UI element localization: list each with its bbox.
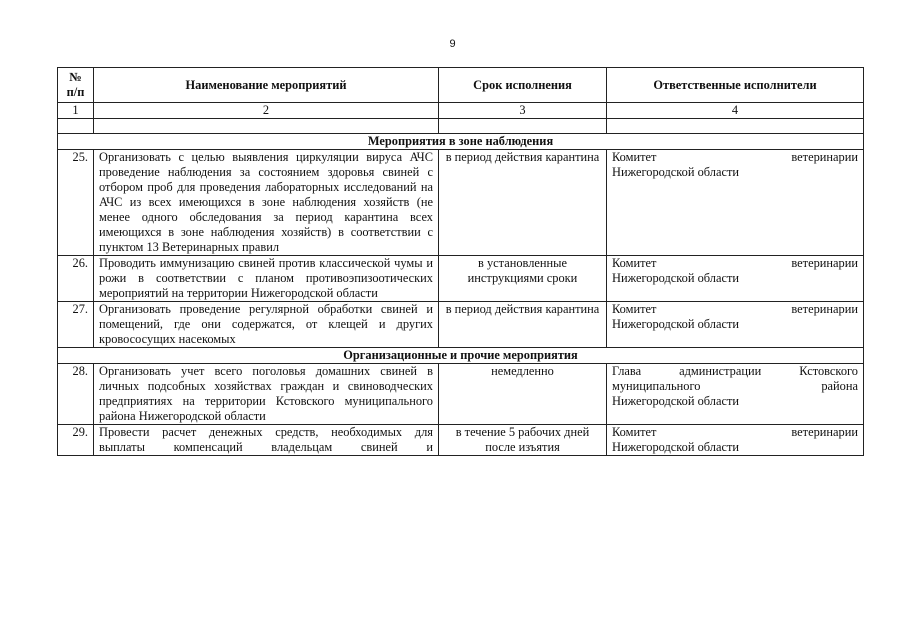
header-responsible: Ответственные исполнители — [607, 68, 864, 103]
responsible-cell — [607, 302, 864, 348]
activity-cell — [94, 425, 439, 456]
activity-cell: Организовать проведение регулярной обработки свиней и помещений, где они содержатся, от клещей и других кровососущих насекомых — [94, 302, 439, 348]
activity-cell: Организовать с целью выявления циркуляции вируса АЧС проведение наблюдения за состоянием здоровья свиней с отбором проб для проведения лабораторных исследований на АЧС из всех имеющихся в зоне наблюдения хозяйств (не менее одного обследования за период карантина всех имеющихся в зоне наблюдения хозяйств) в соответствии с пунктом 13 Ветеринарных правил — [94, 150, 439, 256]
header-term: Срок исполнения — [439, 68, 607, 103]
responsible-line: Нижегородской области — [612, 440, 740, 454]
responsible-line: Нижегородской области — [612, 165, 740, 179]
row-number: 27. — [58, 302, 94, 348]
row-number: 26. — [58, 256, 94, 302]
term-cell: в период действия карантина — [439, 150, 607, 256]
responsible-line: Нижегородской области — [612, 317, 740, 331]
action-plan-table — [57, 67, 864, 456]
responsible-cell — [607, 364, 864, 425]
column-number: 3 — [439, 103, 607, 119]
row-number: 28. — [58, 364, 94, 425]
activity-cell: Организовать учет всего поголовья домашних свиней в личных подсобных хозяйствах граждан и свиноводческих предприятиях на территории Кстовского муниципального района Нижегородской области — [94, 364, 439, 425]
section-title: Организационные и прочие мероприятия — [58, 348, 864, 364]
page-number: 9 — [449, 38, 456, 50]
responsible-line: Комитет ветеринарии — [612, 302, 858, 316]
responsible-line: Нижегородской области — [612, 394, 740, 408]
table-row — [58, 364, 864, 425]
column-number: 1 — [58, 103, 94, 119]
row-number: 25. — [58, 150, 94, 256]
empty-row — [58, 119, 864, 134]
term-cell: в установленные инструкциями сроки — [439, 256, 607, 302]
header-row — [58, 68, 864, 103]
row-number: 29. — [58, 425, 94, 456]
table-row — [58, 302, 864, 348]
table-row — [58, 150, 864, 256]
term-cell: в течение 5 рабочих дней после изъятия — [439, 425, 607, 456]
activity-text: Провести расчет денежных средств, необходимых для выплаты компенсаций владельцам свиней и — [99, 425, 433, 454]
responsible-line: Нижегородской области — [612, 271, 740, 285]
responsible-cell — [607, 150, 864, 256]
responsible-line: Комитет ветеринарии — [612, 150, 858, 164]
column-number: 4 — [607, 103, 864, 119]
column-number: 2 — [94, 103, 439, 119]
activity-cell: Проводить иммунизацию свиней против классической чумы и рожи в соответствии с планом противоэпизоотических мероприятий на территории Нижегородской области — [94, 256, 439, 302]
responsible-line: Комитет ветеринарии — [612, 425, 858, 439]
empty-cell — [94, 119, 439, 134]
section-header-row — [58, 134, 864, 150]
empty-cell — [607, 119, 864, 134]
header-activity: Наименование мероприятий — [94, 68, 439, 103]
section-header-row — [58, 348, 864, 364]
column-numbers-row — [58, 103, 864, 119]
responsible-cell — [607, 425, 864, 456]
section-title: Мероприятия в зоне наблюдения — [58, 134, 864, 150]
table-row — [58, 256, 864, 302]
empty-cell — [439, 119, 607, 134]
responsible-cell — [607, 256, 864, 302]
responsible-line: муниципального района — [612, 379, 858, 393]
term-cell: в период действия карантина — [439, 302, 607, 348]
table-row — [58, 425, 864, 456]
header-num: № п/п — [58, 68, 94, 103]
responsible-line: Комитет ветеринарии — [612, 256, 858, 270]
responsible-line: Глава администрации Кстовского — [612, 364, 858, 378]
term-cell: немедленно — [439, 364, 607, 425]
empty-cell — [58, 119, 94, 134]
